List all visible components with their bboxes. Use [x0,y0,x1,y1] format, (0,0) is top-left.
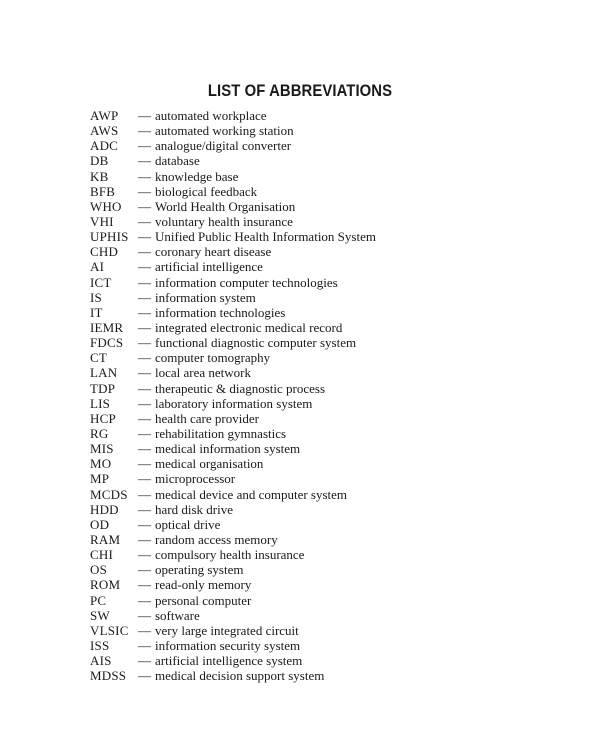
abbreviation-meaning: Unified Public Health Information System [155,229,376,245]
entry-dash: — [138,441,151,457]
abbreviation-term: IS [90,289,102,305]
abbreviation-term: OD [90,516,110,532]
abbreviation-term: MP [90,471,110,487]
abbreviation-entry [90,259,376,274]
abbreviation-entry [90,487,376,502]
abbreviation-term: SW [90,607,110,623]
abbreviation-meaning: artificial intelligence system [155,653,303,669]
abbreviation-term: KB [90,168,109,184]
entry-dash: — [138,547,151,563]
entry-dash: — [138,395,151,411]
abbreviation-entry [90,153,376,168]
abbreviation-entry [90,532,376,547]
entry-dash: — [138,319,151,335]
entry-dash: — [138,123,151,139]
entry-dash: — [138,531,151,547]
abbreviation-meaning: health care provider [155,410,259,426]
abbreviation-entry [90,668,376,683]
abbreviation-meaning: information technologies [155,304,286,320]
abbreviation-meaning: microprocessor [155,471,236,487]
abbreviation-meaning: laboratory information system [155,395,313,411]
abbreviation-term: MIS [90,441,114,457]
entry-dash: — [138,259,151,275]
abbreviation-entry [90,577,376,592]
abbreviation-entry [90,426,376,441]
abbreviation-entry [90,381,376,396]
abbreviation-entry [90,244,376,259]
abbreviation-term: ADC [90,138,119,154]
entry-dash: — [138,289,151,305]
abbreviation-term: CHD [90,244,119,260]
abbreviation-meaning: operating system [155,562,244,578]
entry-dash: — [138,153,151,169]
abbreviation-term: HCP [90,410,116,426]
abbreviation-meaning: automated workplace [155,108,267,123]
entry-dash: — [138,592,151,608]
abbreviation-term: AIS [90,653,112,669]
entry-dash: — [138,244,151,260]
entry-dash: — [138,577,151,593]
abbreviation-term: AWS [90,123,119,139]
abbreviation-meaning: World Health Organisation [155,198,296,214]
abbreviation-meaning: integrated electronic medical record [155,319,343,335]
abbreviation-list [90,108,376,683]
abbreviation-meaning: knowledge base [155,168,239,184]
abbreviation-entry [90,365,376,380]
abbreviation-entry [90,411,376,426]
abbreviation-meaning: local area network [155,365,252,381]
entry-dash: — [138,138,151,154]
entry-dash: — [138,168,151,184]
abbreviation-meaning: voluntary health insurance [155,213,293,229]
entry-dash: — [138,350,151,366]
abbreviation-meaning: coronary heart disease [155,244,272,260]
entry-dash: — [138,562,151,578]
abbreviation-term: UPHIS [90,229,129,245]
abbreviation-entry [90,214,376,229]
abbreviation-meaning: medical information system [155,441,301,457]
entry-dash: — [138,637,151,653]
abbreviation-meaning: automated working station [155,123,294,139]
abbreviation-entry [90,623,376,638]
abbreviation-entry [90,396,376,411]
abbreviation-term: AI [90,259,105,275]
abbreviation-entry [90,608,376,623]
abbreviation-entry [90,123,376,138]
abbreviation-term: VLSIC [90,622,129,638]
abbreviation-term: IT [90,304,103,320]
abbreviation-term: TDP [90,380,116,396]
entry-dash: — [138,410,151,426]
abbreviation-entry [90,305,376,320]
abbreviation-entry [90,562,376,577]
entry-dash: — [138,365,151,381]
entry-dash: — [138,516,151,532]
entry-dash: — [138,501,151,517]
abbreviation-meaning: functional diagnostic computer system [155,335,357,351]
abbreviation-entry [90,593,376,608]
abbreviation-entry [90,138,376,153]
abbreviation-term: ISS [90,637,110,653]
abbreviation-term: CHI [90,547,113,563]
entry-dash: — [138,229,151,245]
entry-dash: — [138,471,151,487]
abbreviation-meaning: optical drive [155,516,221,532]
abbreviation-entry [90,108,376,123]
abbreviation-term: MCDS [90,486,128,502]
abbreviation-meaning: software [155,607,200,623]
abbreviation-meaning: information system [155,289,256,305]
abbreviation-term: MDSS [90,668,127,684]
abbreviation-term: ICT [90,274,112,290]
entry-dash: — [138,380,151,396]
entry-dash: — [138,183,151,199]
entry-dash: — [138,274,151,290]
entry-dash: — [138,108,151,123]
abbreviation-entry [90,275,376,290]
abbreviation-meaning: hard disk drive [155,501,233,517]
abbreviation-meaning: medical device and computer system [155,486,348,502]
entry-dash: — [138,198,151,214]
abbreviation-meaning: information security system [155,637,301,653]
entry-dash: — [138,668,151,684]
abbreviation-entry [90,441,376,456]
entry-dash: — [138,213,151,229]
abbreviation-term: IEMR [90,319,124,335]
abbreviation-term: OS [90,562,108,578]
abbreviation-entry [90,471,376,486]
abbreviation-entry [90,653,376,668]
page-title: LIST OF ABBREVIATIONS [207,82,393,100]
abbreviation-entry [90,320,376,335]
abbreviation-meaning: analogue/digital converter [155,138,292,154]
entry-dash: — [138,622,151,638]
abbreviation-meaning: compulsory health insurance [155,547,305,563]
entry-dash: — [138,607,151,623]
abbreviation-entry [90,547,376,562]
entry-dash: — [138,335,151,351]
abbreviation-meaning: database [155,153,200,169]
abbreviation-term: RAM [90,531,121,547]
abbreviation-meaning: random access memory [155,531,278,547]
abbreviation-term: VHI [90,213,114,229]
abbreviation-term: WHO [90,198,122,214]
abbreviation-meaning: information computer technologies [155,274,338,290]
abbreviation-entry [90,229,376,244]
abbreviation-entry [90,169,376,184]
abbreviation-meaning: computer tomography [155,350,271,366]
abbreviation-term: LAN [90,365,118,381]
abbreviation-meaning: very large integrated circuit [155,622,299,638]
entry-dash: — [138,425,151,441]
abbreviation-term: LIS [90,395,111,411]
abbreviation-meaning: medical organisation [155,456,264,472]
abbreviation-entry [90,517,376,532]
abbreviation-meaning: therapeutic & diagnostic process [155,380,326,396]
abbreviation-entry [90,456,376,471]
entry-dash: — [138,653,151,669]
abbreviation-meaning: biological feedback [155,183,258,199]
abbreviation-term: CT [90,350,108,366]
entry-dash: — [138,304,151,320]
abbreviation-entry [90,199,376,214]
abbreviation-term: BFB [90,183,116,199]
abbreviation-meaning: medical decision support system [155,668,325,684]
abbreviation-term: ROM [90,577,121,593]
entry-dash: — [138,486,151,502]
abbreviation-meaning: personal computer [155,592,252,608]
abbreviation-term: RG [90,425,109,441]
abbreviation-entry [90,502,376,517]
abbreviation-meaning: read-only memory [155,577,252,593]
abbreviation-term: MO [90,456,112,472]
abbreviation-entry [90,184,376,199]
abbreviation-entry [90,335,376,350]
abbreviation-entry [90,290,376,305]
abbreviation-meaning: rehabilitation gymnastics [155,425,287,441]
abbreviation-term: FDCS [90,335,124,351]
abbreviation-term: DB [90,153,109,169]
abbreviation-meaning: artificial intelligence [155,259,263,275]
abbreviation-term: HDD [90,501,119,517]
entry-dash: — [138,456,151,472]
abbreviation-entry [90,638,376,653]
abbreviation-term: AWP [90,108,119,123]
abbreviation-term: PC [90,592,107,608]
abbreviation-entry [90,350,376,365]
